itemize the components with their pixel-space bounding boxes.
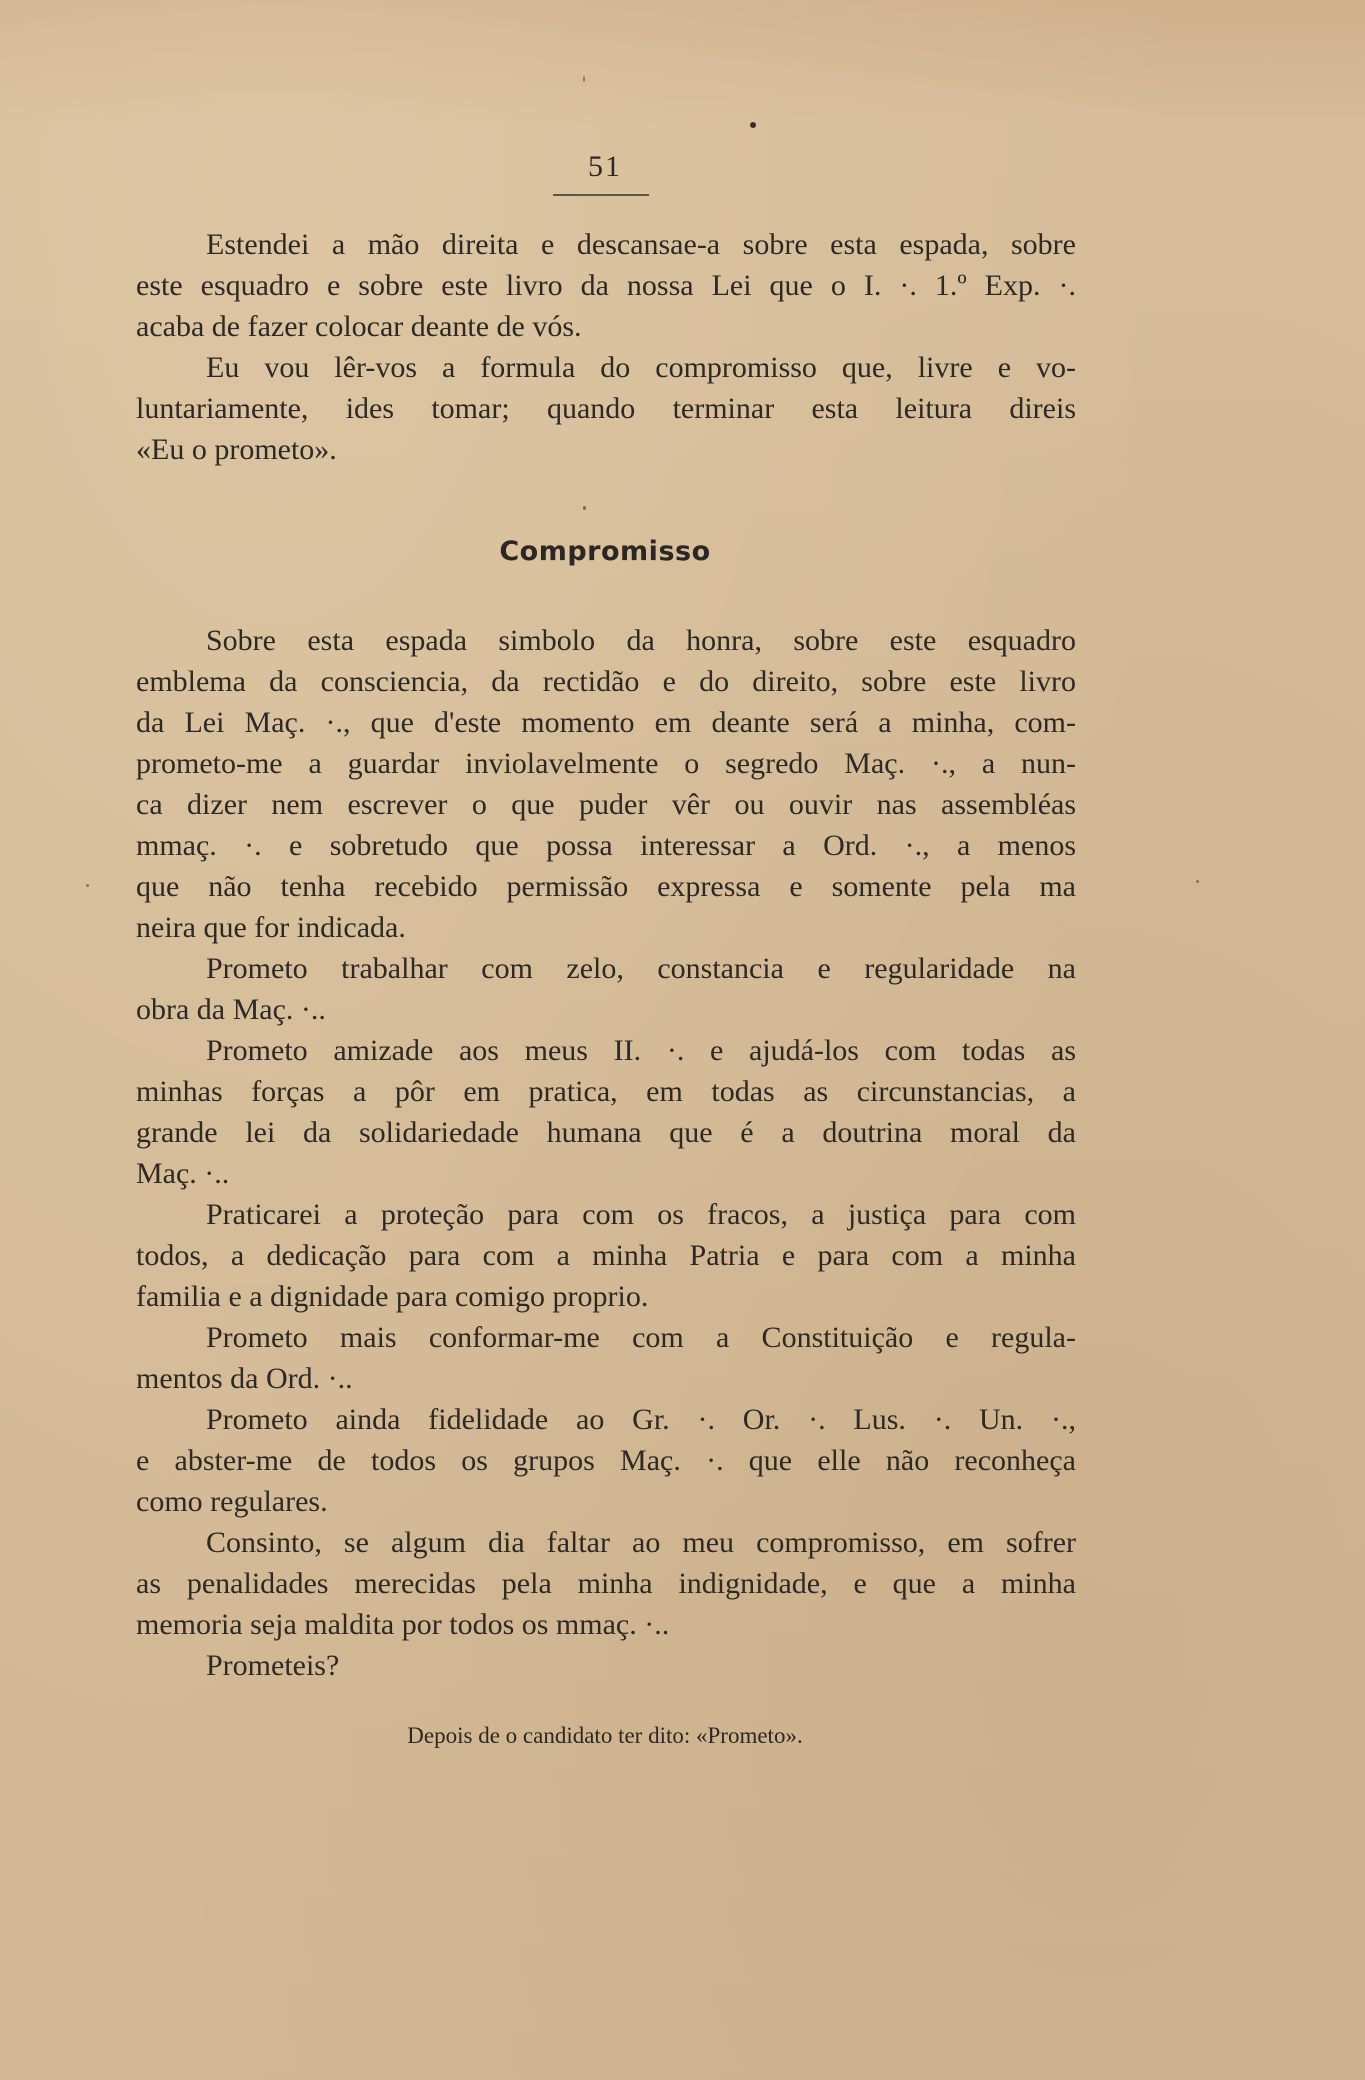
text-line: Praticarei a proteção para com os fracos, a justiça para com	[206, 1198, 1076, 1231]
text-line: mmaç. ·. e sobretudo que possa interessar a Ord. ·., a menos	[136, 829, 1076, 862]
text-line: «Eu o prometo».	[136, 433, 337, 466]
text-line: mentos da Ord. ·..	[136, 1362, 353, 1395]
intro-text	[136, 224, 1076, 470]
text-line: Prometeis?	[206, 1649, 340, 1682]
page-number: 51	[588, 150, 622, 183]
text-line: Estendei a mão direita e descansae-a sobre esta espada, sobre	[206, 228, 1076, 261]
text-line: e abster-me de todos os grupos Maç. ·. que elle não reconheça	[136, 1444, 1076, 1477]
oath-text	[136, 620, 1076, 1686]
text-line: grande lei da solidariedade humana que é a doutrina moral da	[136, 1116, 1076, 1149]
text-line: que não tenha recebido permissão expressa e somente pela ma	[136, 870, 1076, 903]
paper-speck	[1196, 880, 1199, 883]
text-line: como regulares.	[136, 1485, 328, 1518]
text-line: obra da Maç. ·..	[136, 993, 326, 1026]
section-title: Compromisso	[499, 536, 711, 567]
page-number-rule	[553, 194, 649, 196]
paper-speck	[750, 122, 756, 128]
text-line: Prometo mais conformar-me com a Constituição e regula-	[206, 1321, 1076, 1354]
text-line: Prometo trabalhar com zelo, constancia e regularidade na	[206, 952, 1076, 985]
text-line: este esquadro e sobre este livro da nossa Lei que o I. ·. 1.º Exp. ·.	[136, 269, 1076, 302]
paper-speck	[583, 76, 585, 82]
paper-speck	[86, 884, 89, 887]
text-line: luntariamente, ides tomar; quando terminar esta leitura direis	[136, 392, 1076, 425]
paper-speck	[583, 506, 586, 510]
text-line: Prometo ainda fidelidade ao Gr. ·. Or. ·. Lus. ·. Un. ·.,	[206, 1403, 1076, 1436]
text-line: neira que for indicada.	[136, 911, 406, 944]
text-line: Prometo amizade aos meus II. ·. e ajudá-los com todas as	[206, 1034, 1076, 1067]
text-line: da Lei Maç. ·., que d'este momento em deante será a minha, com-	[136, 706, 1076, 739]
text-line: emblema da consciencia, da rectidão e do direito, sobre este livro	[136, 665, 1076, 698]
text-line: Consinto, se algum dia faltar ao meu compromisso, em sofrer	[206, 1526, 1076, 1559]
text-line: memoria seja maldita por todos os mmaç. ·..	[136, 1608, 670, 1641]
text-line: as penalidades merecidas pela minha indignidade, e que a minha	[136, 1567, 1076, 1600]
text-line: Sobre esta espada simbolo da honra, sobre este esquadro	[206, 624, 1076, 657]
text-line: minhas forças a pôr em pratica, em todas as circunstancias, a	[136, 1075, 1076, 1108]
closing-note: Depois de o candidato ter dito: «Prometo».	[407, 1723, 803, 1748]
text-line: prometo-me a guardar inviolavelmente o segredo Maç. ·., a nun-	[136, 747, 1076, 780]
text-line: Eu vou lêr-vos a formula do compromisso que, livre e vo-	[206, 351, 1076, 384]
text-line: acaba de fazer colocar deante de vós.	[136, 310, 582, 343]
text-line: todos, a dedicação para com a minha Patria e para com a minha	[136, 1239, 1076, 1272]
text-line: familia e a dignidade para comigo proprio.	[136, 1280, 649, 1313]
text-line: Maç. ·..	[136, 1157, 230, 1190]
text-line: ca dizer nem escrever o que puder vêr ou ouvir nas assembléas	[136, 788, 1076, 821]
